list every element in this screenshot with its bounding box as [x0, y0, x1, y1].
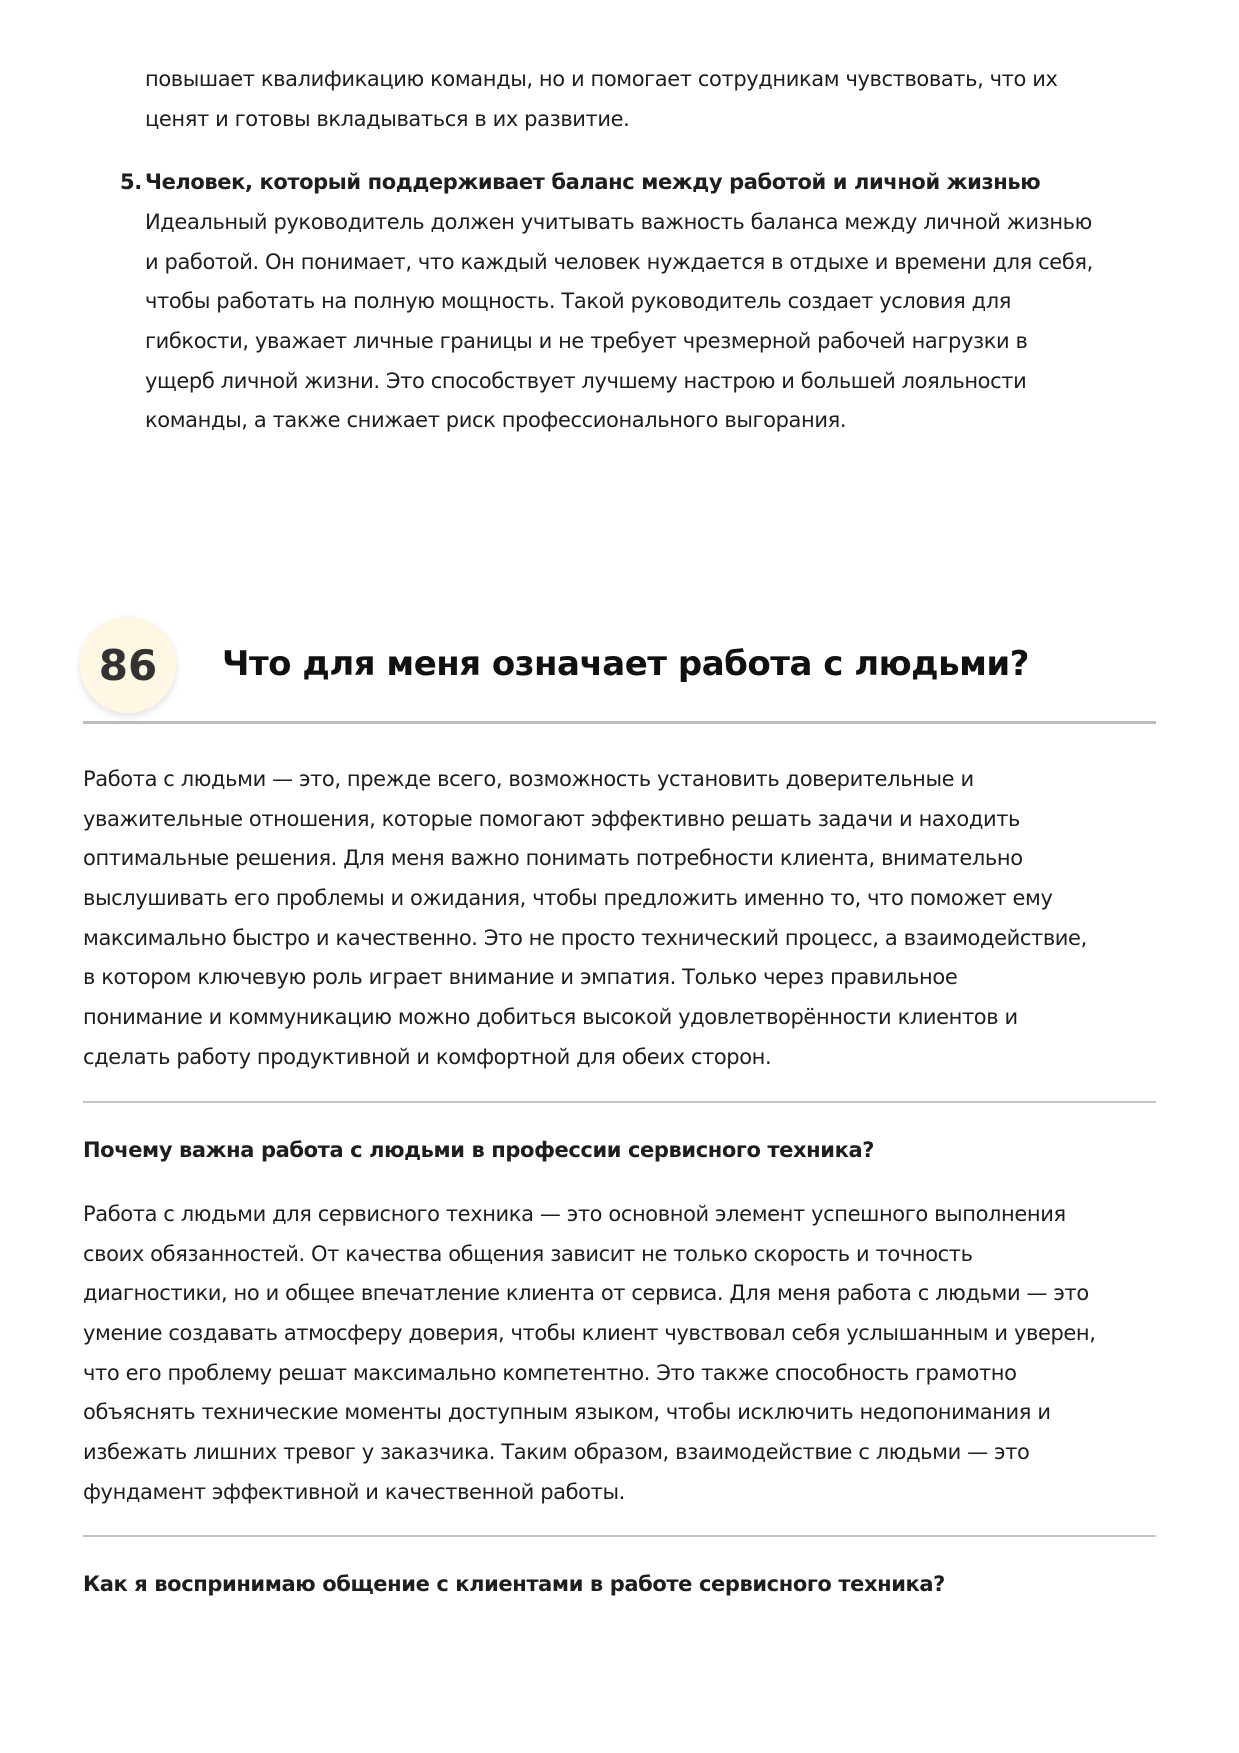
paragraph-1: Работа с людьми — это, прежде всего, возможность установить доверительные и уважительные отношения, которые помогают эффективно решать задачи и находить оптимальные решения. Для меня важно понимать потребности клиента, внимательно выслушивать его проблемы и ожидания, чтобы предложить именно то, что поможет ему максимально быстро и качественно. Это не просто технический процесс, а взаимодействие, в котором ключевую роль играет внимание и эмпатия. Только через правильное понимание и коммуникацию можно добиться высокой удовлетворённости клиентов и сделать работу продуктивной и комфортной для обеих сторон. [83, 767, 1087, 1069]
list-item-body: Идеальный руководитель должен учитывать важность баланса между личной жизнью и работой. Он понимает, что каждый человек нуждается в отдыхе и времени для себя, чтобы работать на полную мощность. Такой руководитель создает условия для гибкости, уважает личные границы и не требует чрезмерной рабочей нагрузки в ущерб личной жизни. Это способствует лучшему настрою и большей лояльности команды, а также снижает риск профессионального выгорания. [145, 210, 1093, 433]
question-heading-2: Как я воспринимаю общение с клиентами в работе сервисного техника? [83, 1572, 945, 1596]
divider [83, 1101, 1156, 1103]
paragraph-2: Работа с людьми для сервисного техника — это основной элемент успешного выполнения своих обязанностей. От качества общения зависит не только скорость и точность диагностики, но и общее впечатление клиента от сервиса. Для меня работа с людьми — это умение создавать атмосферу доверия, чтобы клиент чувствовал себя услышанным и уверен, что его проблему решат максимально компетентно. Это также способность грамотно объяснять технические моменты доступным языком, чтобы исключить недопонимания и избежать лишних тревог у заказчика. Таким образом, взаимодействие с людьми — это фундамент эффективной и качественной работы. [83, 1202, 1096, 1504]
list-item-number: 5. [120, 170, 142, 194]
divider [83, 721, 1156, 724]
divider [83, 1535, 1156, 1537]
section-title: Что для меня означает работа с людьми? [222, 644, 1029, 684]
list-item-title: Человек, который поддерживает баланс между работой и личной жизнью [145, 170, 1041, 194]
section-number-badge: 86 [80, 617, 176, 713]
intro-text: повышает квалификацию команды, но и помогает сотрудникам чувствовать, что их ценят и готовы вкладываться в их развитие. [145, 67, 1058, 131]
question-heading-1: Почему важна работа с людьми в профессии сервисного техника? [83, 1138, 875, 1162]
